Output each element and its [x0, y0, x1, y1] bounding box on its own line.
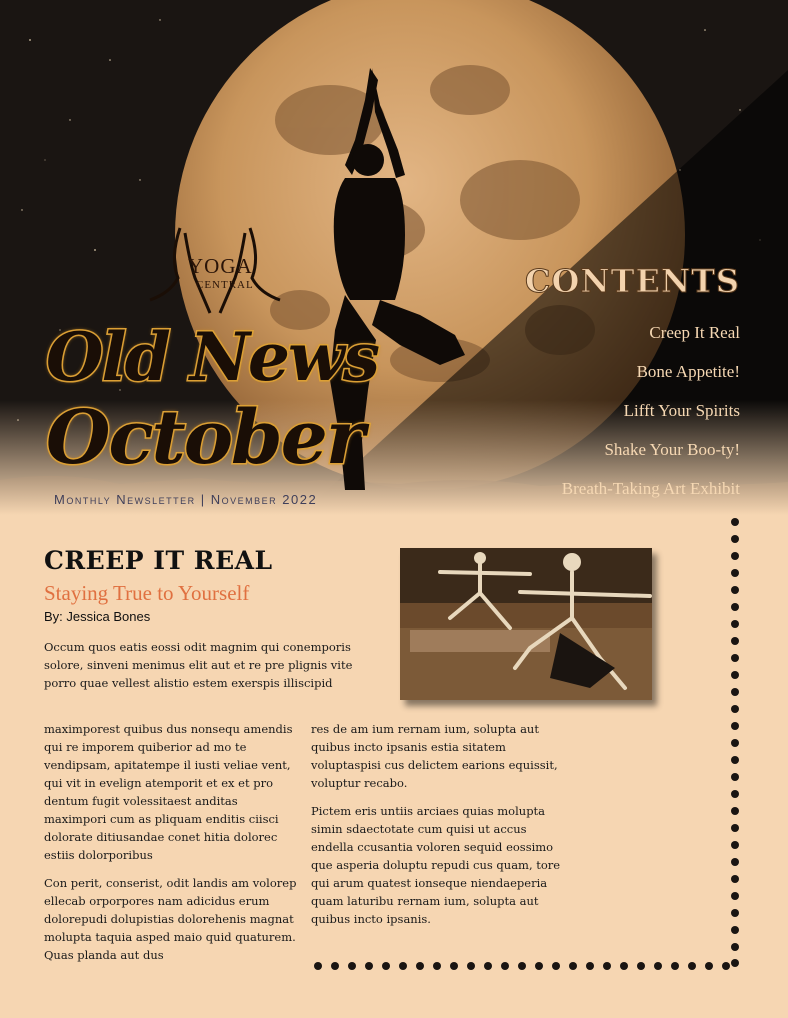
contents-list [562, 322, 740, 517]
logo-text-central: CENTRAL [196, 279, 254, 291]
contents-heading: CONTENTS [525, 262, 740, 300]
article-headline: CREEP IT REAL [44, 546, 273, 575]
article-subheadline: Staying True to Yourself [44, 581, 250, 605]
article-paragraph: res de am ium rernam ium, solupta aut quibus incto ipsanis estia sitatem voluptaspisi cus delictem earions equissit, voluptur recabo. [311, 722, 558, 790]
dotted-border-horizontal [312, 960, 742, 972]
contents-item[interactable]: Bone Appetite! [636, 362, 740, 381]
contents-item[interactable]: Creep It Real [649, 323, 740, 342]
logo-text-yoga: YOGA [188, 254, 253, 278]
article-byline: By: Jessica Bones [44, 609, 151, 624]
contents-item[interactable]: Shake Your Boo-ty! [604, 440, 740, 459]
article-column-2 [311, 720, 566, 938]
contents-item[interactable]: Lifft Your Spirits [623, 401, 740, 420]
article-paragraph: maximporest quibus dus nonsequ amendis qui re imporem quiberior ad mo te vendipsam, apitatempe il iusti veliae vent, qui vit in evelign atemporit et ex et pro dentum fugit volessitaest anditas maximpori cum as pliquam enditis ciisci dolorate ditiusandae conet hitia dolorec estiis dolorporibus [44, 722, 293, 862]
article-paragraph: Pictem eris untiis arciaes quias molupta simin sdaectotate cum quisi ut accus endella ccusantia voloren sequid eossimo que asperia doluptu repudi cus quam, tore qui arum quatest ionseque niendaeperia quam laturibu rernam ium, solupta aut quibus incto ipsanis. [311, 804, 561, 926]
article-lead: Occum quos eatis eossi odit magnim qui conemporis solore, sinveni menimus elit aut et re pre plignis vite porro quae vellest alistio estem exerspis illiscipid [44, 640, 353, 690]
masthead-subtitle: Monthly Newsletter | November 2022 [54, 492, 318, 507]
article-column-1 [44, 720, 299, 974]
contents-item[interactable]: Breath-Taking Art Exhibit [561, 479, 740, 498]
skeleton-yoga-photo [400, 548, 652, 700]
masthead-title-line2: October [46, 395, 363, 481]
masthead-title-line1: Old News [46, 318, 378, 396]
article-paragraph: Con perit, conserist, odit landis am volorep ellecab orporpores nam adicidus erum dolorepudi dolupistias dolorehenis magnat molupta taquia asped maio quid quaturem. Quas planda aut dus [44, 876, 297, 962]
dotted-border-vertical [730, 517, 740, 967]
